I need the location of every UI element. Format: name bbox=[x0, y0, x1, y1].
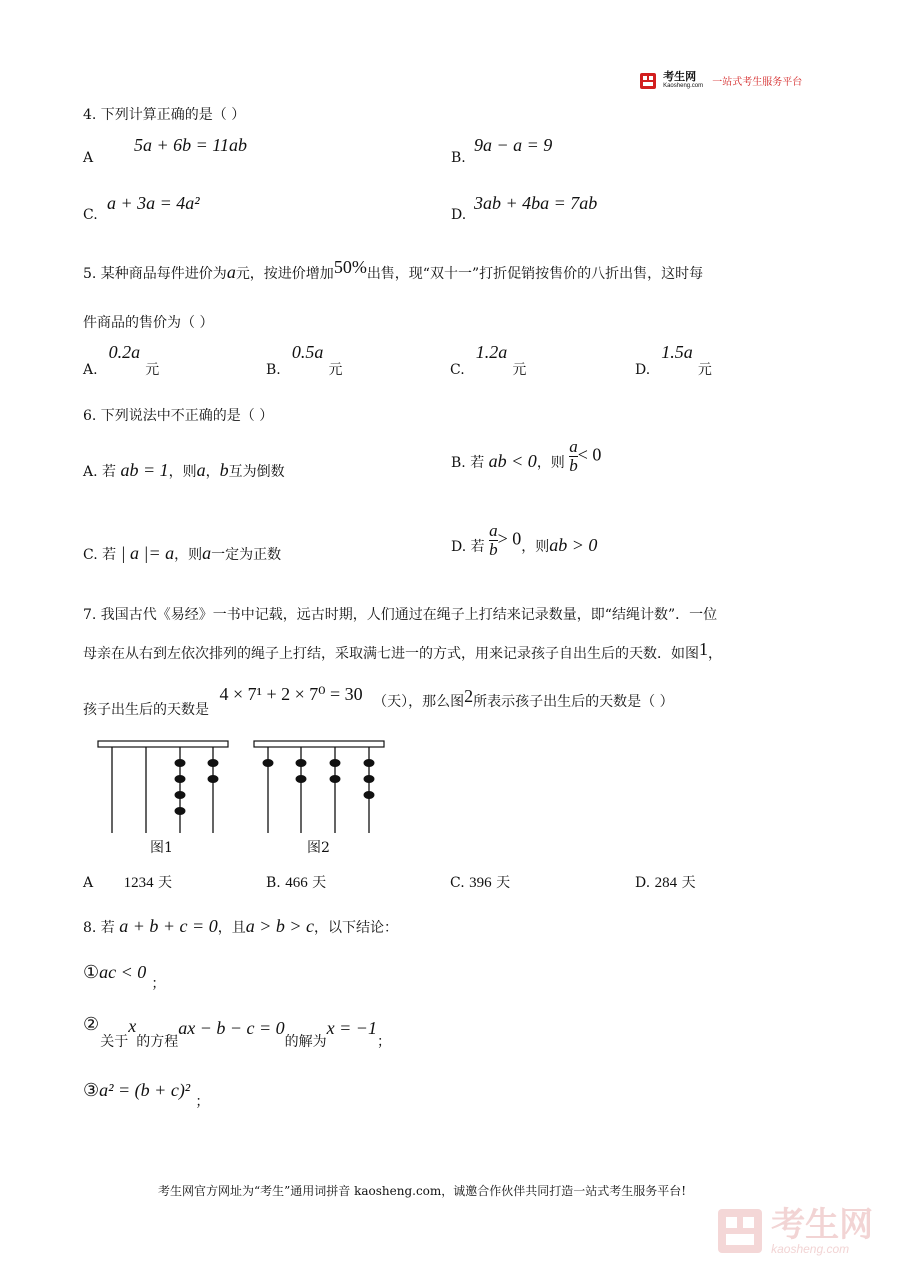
q4-option-d-label: D. bbox=[451, 207, 467, 223]
q6-a-tail: 互为倒数 bbox=[228, 464, 285, 480]
q8-c2-mark: ② bbox=[83, 1014, 100, 1034]
q8-c2-text-c: 的解为 bbox=[284, 1034, 327, 1050]
q7-line2-tail: ， bbox=[708, 646, 722, 662]
q7-option-label: D. bbox=[635, 875, 651, 891]
q6-b-mid: ，则 bbox=[536, 454, 565, 471]
q7-option-label: B. bbox=[266, 875, 281, 891]
q4-option-a-expr: 5a + 6b = 11ab bbox=[134, 135, 247, 155]
q6-a-expr: ab = 1 bbox=[120, 460, 169, 480]
q6-a-var-a: a bbox=[196, 460, 206, 480]
q4-option-b-label: B. bbox=[451, 150, 466, 166]
q8-conclusion-3 bbox=[83, 1080, 210, 1110]
q6-d-label: D. 若 bbox=[451, 538, 485, 555]
q7-option-unit: 天 bbox=[496, 875, 511, 891]
q6-c-mid: ，则 bbox=[174, 547, 203, 563]
q6-d-mid: ，则 bbox=[521, 538, 550, 555]
q4-option-d-expr: 3ab + 4ba = 7ab bbox=[474, 193, 598, 213]
q6-c-expr: | a |= a bbox=[120, 543, 175, 563]
q6-d-relation: > 0 bbox=[497, 528, 522, 549]
q6-d-numerator: a bbox=[489, 521, 498, 540]
q5-stem-part2: 元，按进价增加 bbox=[235, 266, 334, 282]
q7-line2-fig-number: 1 bbox=[699, 639, 708, 659]
q8-conclusion-1 bbox=[83, 962, 166, 992]
q7-line3-expr: 4 × 7¹ + 2 × 7⁰ = 30 bbox=[219, 684, 363, 704]
q7-option-unit: 天 bbox=[312, 875, 327, 891]
q7-option-unit: 天 bbox=[158, 875, 173, 891]
q5-option-label: A. bbox=[83, 362, 98, 378]
q5-option-value: 0.5a bbox=[291, 342, 324, 362]
q4-option-c-label: C. bbox=[83, 207, 98, 223]
q6-b-relation: < 0 bbox=[577, 444, 602, 465]
q7-option-value: 1234 bbox=[123, 875, 154, 891]
fig2-knot bbox=[263, 759, 274, 767]
watermark bbox=[718, 1207, 873, 1255]
q8-c2-text-a: 关于 bbox=[100, 1034, 129, 1050]
q7-line3-mid: （天），那么图 bbox=[373, 694, 465, 710]
q6-b-label: B. 若 bbox=[451, 454, 485, 471]
q6-option-b bbox=[451, 438, 601, 475]
fig1-knot bbox=[175, 759, 186, 767]
q6-c-var-a: a bbox=[202, 543, 212, 563]
fig1-knot bbox=[208, 775, 219, 783]
q5-option-label: C. bbox=[450, 362, 465, 378]
q7-line3-fig-number: 2 bbox=[464, 686, 474, 706]
footer-text: 考生网官方网址为“考生”通用词拼音 kaosheng.com，诚邀合作伙伴共同打造一站式考生服务平台! bbox=[158, 1184, 687, 1198]
q5-stem-line1 bbox=[83, 257, 704, 283]
header-logo bbox=[640, 70, 802, 94]
q6-option-a bbox=[83, 460, 285, 481]
fig1-knot bbox=[175, 791, 186, 799]
q5-option-d bbox=[635, 342, 712, 378]
q7-option-b bbox=[266, 872, 326, 892]
q4-option-a-label: A bbox=[83, 150, 94, 166]
q6-b-expr: ab < 0 bbox=[488, 450, 537, 471]
q6-a-mid: ，则 bbox=[168, 464, 197, 480]
q6-b-fraction bbox=[569, 438, 578, 475]
q7-option-value: 284 bbox=[654, 875, 678, 891]
q6-c-label: C. 若 bbox=[83, 547, 117, 563]
q7-option-c bbox=[450, 872, 510, 892]
watermark-main-text: 考生网 bbox=[771, 1206, 874, 1244]
q4-option-c-expr: a + 3a = 4a² bbox=[107, 193, 200, 213]
q8-conclusion-2 bbox=[83, 1014, 391, 1050]
fig1-knot bbox=[175, 807, 186, 815]
logo-main-text: 考生网 bbox=[663, 70, 697, 83]
fig2-knot bbox=[364, 791, 375, 799]
logo-slogan: 一站式考生服务平台 bbox=[712, 77, 803, 88]
q6-d-expr: ab > 0 bbox=[549, 534, 598, 555]
q5-option-c bbox=[450, 342, 527, 378]
fig2-label: 图2 bbox=[307, 840, 330, 856]
q5-option-value: 0.2a bbox=[108, 342, 141, 362]
q5-option-value: 1.2a bbox=[475, 342, 508, 362]
q8-c3-expr: a² = (b + c)² bbox=[99, 1080, 191, 1100]
q6-option-c bbox=[83, 543, 281, 564]
fig2-bar bbox=[254, 741, 384, 747]
q8-c1-mark: ① bbox=[83, 962, 100, 982]
q7-option-value: 466 bbox=[285, 875, 308, 891]
q7-option-a bbox=[83, 872, 172, 892]
q6-d-denominator: b bbox=[489, 540, 498, 559]
q5-stem-part3: 出售，现“双十一”打折促销按售价的八折出售，这时每 bbox=[366, 266, 704, 282]
fig1-knot bbox=[208, 759, 219, 767]
q8-stem-part3: ，以下结论： bbox=[314, 920, 398, 936]
q5-option-label: D. bbox=[635, 362, 651, 378]
q5-option-unit: 元 bbox=[328, 362, 343, 378]
q8-c1-expr: ac < 0 bbox=[99, 962, 147, 982]
fig2-knot bbox=[296, 759, 307, 767]
q6-d-fraction bbox=[489, 522, 498, 559]
q5-stem-a: a bbox=[226, 262, 236, 282]
q6-stem: 6. 下列说法中不正确的是（ ） bbox=[83, 408, 274, 424]
q6-a-comma: ， bbox=[205, 464, 220, 480]
q8-stem-expr2: a > b > c bbox=[245, 916, 314, 936]
q5-stem-pct: 50% bbox=[333, 257, 367, 277]
q6-option-d bbox=[451, 522, 597, 559]
fig2-knot bbox=[364, 775, 375, 783]
q6-c-tail: 一定为正数 bbox=[211, 547, 282, 563]
q8-stem-expr1: a + b + c = 0 bbox=[119, 916, 218, 936]
q8-c3-mark: ③ bbox=[83, 1080, 100, 1100]
q5-option-unit: 元 bbox=[512, 362, 527, 378]
q8-c1-tail: ； bbox=[151, 976, 166, 992]
q6-b-numerator: a bbox=[569, 437, 578, 456]
q7-line2 bbox=[83, 639, 722, 663]
watermark-logo-icon bbox=[718, 1209, 762, 1253]
q8-stem-part2: ，且 bbox=[217, 920, 246, 936]
q5-option-b bbox=[266, 342, 343, 378]
q8-c2-solution: x = −1 bbox=[326, 1018, 377, 1038]
q7-option-unit: 天 bbox=[681, 875, 696, 891]
fig2-knot bbox=[330, 759, 341, 767]
knot-figures bbox=[90, 735, 390, 860]
fig1-label: 图1 bbox=[150, 840, 173, 856]
q4-option-b-expr: 9a − a = 9 bbox=[474, 135, 553, 155]
q7-line3-text: 孩子出生后的天数是 bbox=[83, 702, 209, 718]
q4-stem: 4. 下列计算正确的是（ ） bbox=[83, 107, 246, 123]
q7-line1: 7. 我国古代《易经》一书中记载，远古时期，人们通过在绳子上打结来记录数量，即“结绳计数”．一位 bbox=[83, 607, 718, 623]
q6-a-var-b: b bbox=[219, 460, 229, 480]
q8-c2-expr: ax − b − c = 0 bbox=[178, 1018, 285, 1038]
q5-option-value: 1.5a bbox=[661, 342, 693, 362]
fig1-bar bbox=[98, 741, 228, 747]
logo-icon bbox=[640, 73, 656, 89]
fig1-knot bbox=[175, 775, 186, 783]
q7-line3 bbox=[83, 684, 674, 718]
watermark-sub-text: kaosheng.com bbox=[771, 1242, 850, 1256]
q8-c2-var-x: x bbox=[128, 1016, 137, 1036]
q8-stem-part1: 8. 若 bbox=[83, 920, 115, 936]
q6-a-label: A. 若 bbox=[83, 464, 117, 480]
fig2-knot bbox=[330, 775, 341, 783]
q5-stem-line2: 件商品的售价为（ ） bbox=[83, 315, 214, 331]
q6-b-denominator: b bbox=[569, 456, 578, 475]
q7-line2-text: 母亲在从右到左依次排列的绳子上打结，采取满七进一的方式，用来记录孩子自出生后的天数．如图 bbox=[83, 646, 699, 662]
q8-c3-tail: ； bbox=[195, 1094, 210, 1110]
logo-sub-text: Kaosheng.com bbox=[663, 82, 704, 89]
q5-stem-part1: 5. 某种商品每件进价为 bbox=[83, 266, 227, 282]
q8-c2-text-b: 的方程 bbox=[136, 1034, 179, 1050]
fig2-knot bbox=[364, 759, 375, 767]
q5-option-unit: 元 bbox=[697, 362, 712, 378]
q5-option-unit: 元 bbox=[145, 362, 160, 378]
q7-option-label: C. bbox=[450, 875, 465, 891]
q7-option-label: A bbox=[83, 875, 94, 891]
q7-line3-tail: 所表示孩子出生后的天数是（ ） bbox=[473, 694, 674, 710]
q8-c2-tail: ； bbox=[376, 1034, 391, 1050]
q8-stem bbox=[83, 916, 398, 937]
fig2-knot bbox=[296, 775, 307, 783]
q5-option-a bbox=[83, 342, 160, 378]
q7-option-d bbox=[635, 872, 696, 892]
q5-option-label: B. bbox=[266, 362, 281, 378]
q7-option-value: 396 bbox=[469, 875, 492, 891]
